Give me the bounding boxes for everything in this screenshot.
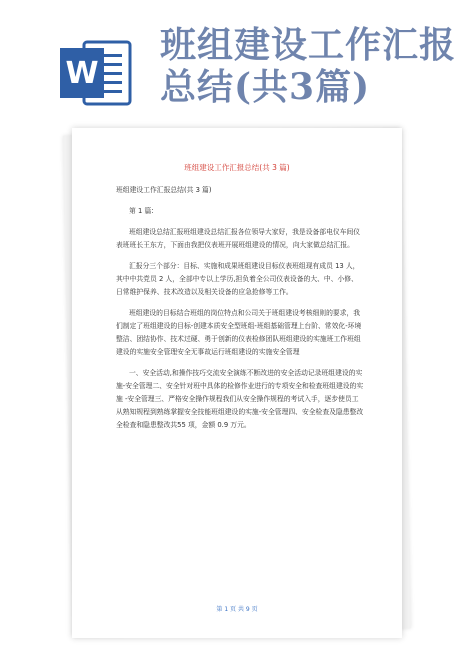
- word-document-icon: [58, 38, 134, 108]
- section-heading: 第 1 篇:: [129, 207, 154, 215]
- document-subtitle: 班组建设工作汇报总结(共 3 篇): [116, 186, 212, 194]
- paragraph-2: 汇报分三个部分：目标、实施和成果班组建设目标仪表班组现有成员 13 人，其中中共党员 2 人，全部中专以上学历,担负着全公司仪表设备的大、中、小修、日常维护保养、技术改造以及相关设备的应急抢修等工作。: [116, 262, 360, 296]
- paragraph-3: 班组建设的目标结合班组的岗位特点和公司关于班组建设考核细则的要求，我们制定了班组建设的目标-创建本质安全型班组-班组基础管理上台阶、常效化-环境整洁、团结协作、技术过硬、勇于创新的仪表检修团队班组建设的实施班工作班组建设的实施安全管理安全无事故运行班组建设的实施安全管理: [116, 309, 362, 356]
- banner: [0, 0, 474, 130]
- banner-title: [160, 24, 460, 108]
- paragraph-4: 一、安全活动,和操作技巧交流安全演练不断改进的安全活动记录班组建设的实施-安全管理二、安全针对班中具体的检修作业进行的专项安全和检查班组建设的实施 -安全管理三、严格安全操作规程我们从安全操作规程的考试入手，逐步使员工从熟知规程到熟练掌握安全技能班组建设的实施-安全管理四、安全检查及隐患整改全检查和隐患整改共55 项，金额 0.9 万元。: [116, 369, 364, 429]
- document-title: 班组建设工作汇报总结(共 3 篇): [184, 163, 290, 172]
- page-footer: 第 1 页 共 9 页: [216, 606, 258, 613]
- paragraph-1: 班组建设总结汇报班组建设总结汇报各位领导大家好，我是设备部电仪车间仪表班班长王东方，下面由我把仪表班开展班组建设的情况，向大家做总结汇报。: [116, 228, 361, 249]
- word-icon-letter: W: [65, 56, 99, 91]
- banner-title-line-1: 班组建设工作汇报: [160, 24, 457, 66]
- document-body: [116, 184, 364, 440]
- banner-title-line-2: 总结(共3篇): [160, 66, 371, 108]
- document-page: [72, 128, 402, 638]
